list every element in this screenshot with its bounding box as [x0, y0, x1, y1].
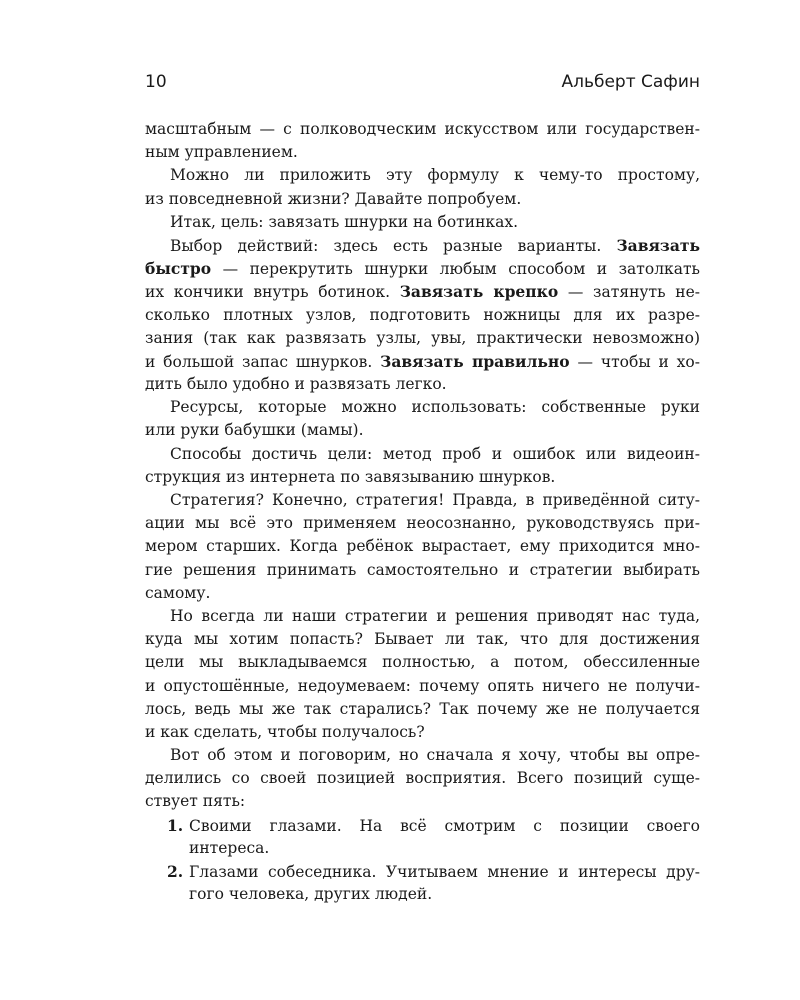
- text-line: Итак, цель: завязать шнурки на ботинках.: [170, 212, 519, 231]
- text-line: ствует пять:: [145, 792, 246, 811]
- text-line: быстро — перекрутить шнурки любым способом и затолкать: [145, 259, 700, 279]
- text-line: Можно ли приложить эту формулу к чему-то простому,: [170, 166, 700, 185]
- list-item-continuation: гого человека, других людей.: [189, 885, 433, 904]
- bold-term: Завязать: [616, 235, 700, 255]
- text-line: делились со своей позицией восприятия. Всего позиций суще-: [145, 769, 700, 788]
- text-line: Стратегия? Конечно, стратегия! Правда, в приведённой ситу-: [170, 491, 700, 509]
- text-line: Выбор действий: здесь есть разные варианты. Завязать: [170, 235, 700, 255]
- text-line: мером старших. Когда ребёнок вырастает, ему приходится мно-: [145, 537, 700, 556]
- text-line: и большой запас шнурков. Завязать правильно — чтобы и хо-: [145, 351, 700, 371]
- page-number: 10: [145, 72, 167, 92]
- list-number: 1.: [167, 815, 184, 835]
- text-line: лось, ведь мы же так старались? Так почему же не получается: [145, 699, 700, 718]
- text-line: ации мы всё это применяем неосознанно, руководствуясь при-: [145, 514, 700, 533]
- text-line: и опустошённые, недоумеваем: почему опять ничего не получи-: [145, 676, 700, 695]
- bold-term: Завязать крепко: [399, 282, 559, 302]
- running-head-author: Альберт Сафин: [561, 72, 700, 92]
- text-line: их кончики внутрь ботинок. Завязать крепко — затянуть не-: [145, 282, 700, 302]
- text-line: дить было удобно и развязать легко.: [145, 375, 447, 394]
- list-item-continuation: интереса.: [189, 838, 270, 857]
- list-item: 1. Своими глазами. На всё смотрим с позиции своего: [145, 814, 700, 837]
- text-line: или руки бабушки (мамы).: [145, 421, 364, 440]
- text-line: самому.: [145, 583, 211, 602]
- text-line: ным управлением.: [145, 143, 298, 162]
- text-line: зания (так как развязать узлы, увы, практически невозможно): [145, 328, 700, 347]
- text-line: и как сделать, чтобы получалось?: [145, 722, 425, 741]
- text-line: Ресурсы, которые можно использовать: собственные руки: [170, 398, 700, 417]
- bold-term: Завязать правильно: [380, 351, 570, 371]
- text-line: из повседневной жизни? Давайте попробуем.: [145, 189, 522, 208]
- text-line: Но всегда ли наши стратегии и решения приводят нас туда,: [170, 606, 700, 625]
- list-item: 2. Глазами собеседника. Учитываем мнение и интересы дру-: [145, 860, 700, 883]
- text-line: куда мы хотим попасть? Бывает ли так, что для достижения: [145, 630, 700, 649]
- page-header: [145, 72, 700, 100]
- text-line: гие решения принимать самостоятельно и стратегии выбирать: [145, 560, 700, 579]
- bold-term: быстро: [145, 259, 212, 279]
- text-line: Способы достичь цели: метод проб и ошибок или видеоин-: [170, 444, 700, 463]
- text-line: сколько плотных узлов, подготовить ножницы для их разре-: [145, 305, 700, 324]
- text-line: струкция из интернета по завязыванию шнурков.: [145, 467, 556, 486]
- text-line: цели мы выкладываемся полностью, а потом, обессиленные: [145, 653, 700, 672]
- body-text: [145, 118, 700, 906]
- list-number: 2.: [167, 862, 184, 881]
- text-line: масштабным — с полководческим искусством или государствен-: [145, 120, 700, 138]
- text-line: Вот об этом и поговорим, но сначала я хочу, чтобы вы опре-: [170, 746, 700, 765]
